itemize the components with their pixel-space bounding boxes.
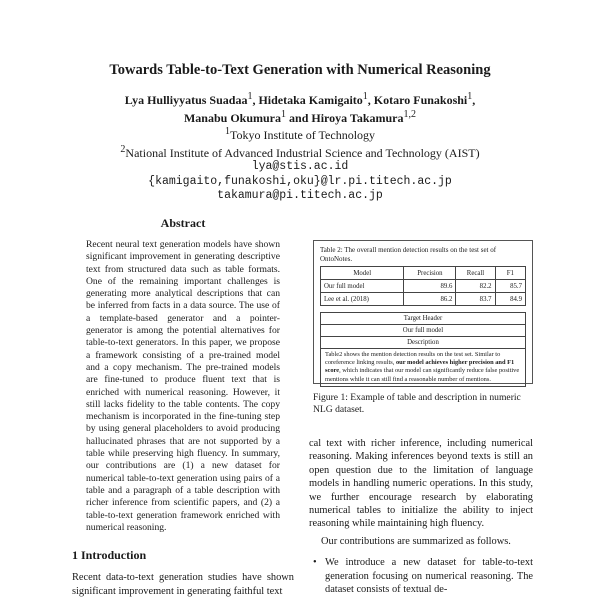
author-line-1 <box>0 90 600 108</box>
author-sep: , <box>472 93 476 107</box>
table-cell: Lee et al. (2018) <box>321 293 404 306</box>
figure-caption: Figure 1: Example of table and description in numeric NLG dataset. <box>313 392 521 415</box>
author-name: Manabu Okumura <box>183 110 282 125</box>
email-line: {kamigaito,funakoshi,oku}@lr.pi.titech.ac.jp <box>148 174 452 188</box>
column-header: Recall <box>456 267 495 280</box>
target-header-label: Target Header <box>321 313 525 325</box>
introduction-text: Recent data-to-text generation studies have shown significant improvement in generating faithful text <box>72 572 294 597</box>
left-column <box>72 216 294 598</box>
abstract-heading: Abstract <box>160 216 206 230</box>
table-cell: Our full model <box>321 280 404 293</box>
author-name: Lya Hulliyyatus Suadaa <box>124 93 248 107</box>
author-sup: 1,2 <box>403 108 417 120</box>
author-sup: 1 <box>362 91 368 102</box>
author-sep: , <box>252 93 259 107</box>
table-cell: 89.6 <box>404 280 456 293</box>
target-header-box <box>320 312 526 387</box>
author-sep: , <box>367 93 374 107</box>
paper-title: Towards Table-to-Text Generation with Numerical Reasoning <box>109 62 491 78</box>
table-cell: 83.7 <box>456 293 495 306</box>
section-heading-introduction: 1 Introduction <box>72 548 147 563</box>
author-sup: 1 <box>281 108 287 120</box>
column-header: F1 <box>495 267 525 280</box>
description-text: Table2 shows the mention detection results on the test set. Similar to coreference linking results, our model achieves higher precision and F1 score, which indicates that our model can significantly reduce false positive mentions while it can still find a reasonable number of mentions. <box>325 351 520 383</box>
column-header: Precision <box>404 267 456 280</box>
figure-box <box>313 240 533 384</box>
list-item-text: We introduce a new dataset for table-to-text generation focusing on numerical reasoning. The dataset consists of textual de- <box>325 557 533 596</box>
table-cell: 82.2 <box>456 280 495 293</box>
author-name: Hiroya Takamura <box>311 110 404 125</box>
author-sup: 1 <box>247 91 253 102</box>
table-row <box>321 293 526 306</box>
right-column <box>309 437 533 596</box>
affiliation-2: $^2$National Institute of Advanced Industrial Science and Technology (AIST) <box>120 143 480 160</box>
affiliation-1: $^1$Tokyo Institute of Technology <box>224 126 376 142</box>
list-item <box>309 556 533 596</box>
table-header-row <box>321 267 526 280</box>
target-header-value: Our full model <box>321 325 525 337</box>
body-paragraph: cal text with richer inference, including numerical reasoning. Making inferences beyond texts is still an open question due to the limitation of language models in handling numeric operations. In this study, we further encourage research by elaborating numerical tables to initialize the ability to inject reasoning while maintaining high fluency. <box>309 438 533 530</box>
author-name: Kotaro Funakoshi <box>373 93 468 107</box>
description-label: Description <box>321 337 525 349</box>
results-table <box>320 266 526 306</box>
abstract-text: Recent neural text generation models have shown significant improvement in generating descriptive text from structured data such as table formats. One of the remaining important challenges is generating more analytical descriptions that can be inferred from facts in a data source. The use of a template-based generator and a pointer-generator is among the potential alternatives for table-to-text generators. In this paper, we propose a framework consisting of a pre-trained model and a copy mechanism. The pre-trained models are fine-tuned to produce fluent text that is enriched with numerical reasoning. However, it still lacks fidelity to the table contents. The copy mechanism is incorporated in the fine-tuning step by using general placeholders to avoid producing hallucinated phrases that are not supported by a table while preserving high fluency. In summary, our contributions are (1) a new dataset for numerical table-to-text generation using pairs of a table and a paragraph of a table description with richer inference from scientific papers, and (2) a table-to-text generation framework enriched with numerical reasoning. <box>86 239 280 533</box>
email-line: lya@stis.ac.id <box>251 160 349 173</box>
author-sep: and <box>286 110 312 125</box>
table-cell: 85.7 <box>495 280 525 293</box>
table-cell: 86.2 <box>404 293 456 306</box>
email-line: takamura@pi.titech.ac.jp <box>217 189 383 202</box>
body-paragraph: Our contributions are summarized as follows. <box>321 535 511 547</box>
author-sup: 1 <box>467 91 473 102</box>
inner-table-caption: Table 2: The overall mention detection results on the test set of OntoNotes. <box>320 246 497 263</box>
bullet-symbol: • <box>313 557 317 569</box>
table-row <box>321 280 526 293</box>
author-name: Hidetaka Kamigaito <box>258 93 363 107</box>
column-header: Model <box>321 267 404 280</box>
table-cell: 84.9 <box>495 293 525 306</box>
author-block <box>0 90 600 204</box>
author-line-2 <box>0 108 600 126</box>
